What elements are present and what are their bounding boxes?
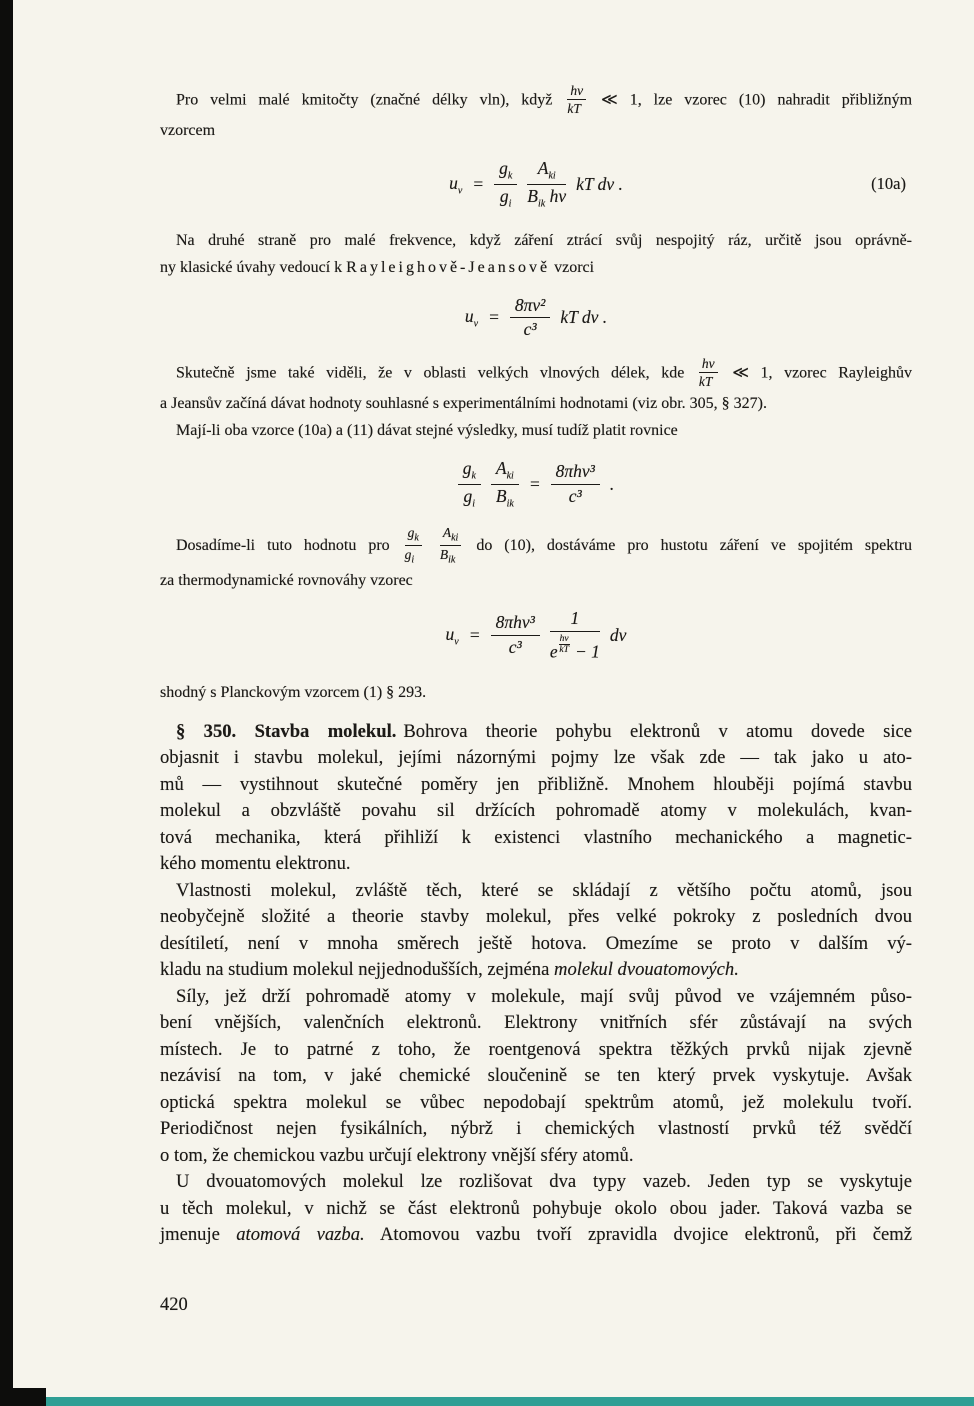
text-line-with-italic — [160, 957, 912, 984]
text-line: za thermodynamické rovnováhy vzorec — [160, 572, 413, 590]
fraction-aki-bik-hv — [527, 159, 566, 209]
section-heading-line — [160, 719, 912, 746]
text-line: Mají-li oba vzorce (10a) a (11) dávat stejné výsledky, musí tudíž platit rovnice — [176, 422, 678, 439]
fraction-gk-gi — [494, 159, 517, 209]
text-line: kého momentu elektronu. — [160, 853, 351, 875]
fraction-numerator: 8πν² — [510, 296, 551, 319]
fraction-denominator: $B_{ik}$ — [439, 547, 456, 566]
section-350 — [160, 719, 912, 1249]
paragraph-skutecne — [160, 357, 912, 390]
text-run: Dosadíme-li tuto hodnotu pro — [176, 537, 390, 555]
fraction-denominator: $B_{ik}$ — [495, 485, 514, 510]
fraction-numerator: 1 — [550, 609, 600, 632]
text-run: Atomovou vazbu tvoří zpravidla dvojice elektronů, při čemž — [379, 1224, 912, 1246]
text-run: vzorci — [554, 258, 595, 276]
text-run: Pro velmi malé kmitočty (značné délky vln), když — [176, 91, 553, 109]
formula-row — [446, 609, 627, 661]
formula-row — [458, 459, 615, 509]
exponent-fraction-hv-kt: $\frac{h\nu}{kT}$ — [559, 633, 569, 655]
formula-planck — [160, 609, 912, 661]
text-line — [160, 254, 912, 281]
text-line: optická spektra molekul se vůbec nepodobají spektrům atomů, jež molekulu tvoří. — [160, 1091, 912, 1113]
text-line: tová mechanika, která přihliží k existenci vlastního mechanického a magnetic- — [160, 826, 912, 848]
fraction-planck-denominator — [550, 609, 600, 661]
page-content — [160, 84, 912, 1316]
paragraph-small-frequencies — [160, 84, 912, 117]
text-run: kladu na studium molekul nejjednodušších, zejména — [160, 959, 550, 981]
fraction-denominator: $g_i$ — [463, 485, 476, 510]
fraction-aki-bik — [491, 459, 519, 509]
text-line-with-italic — [160, 1222, 912, 1249]
text-line: desítiletí, není v mnoha směrech ještě hotova. Omezíme se proto v dalším vý- — [160, 932, 912, 954]
text-run: ≪ 1, lze vzorec (10) nahradit přibližným — [601, 91, 913, 109]
inline-fraction-hv-kt — [567, 83, 586, 116]
fraction-numerator: hν — [567, 83, 586, 100]
fraction-gk-gi — [458, 459, 481, 509]
inline-fraction-hv-kt — [699, 356, 718, 389]
text-line: a Jeansův začíná dávat hodnoty souhlasné s experimentálními hodnotami (viz obr. 305, § 327). — [160, 395, 767, 412]
fraction-denominator: c³ — [523, 319, 537, 340]
fraction-numerator: $g_k$ — [405, 525, 422, 546]
equals-sign: = — [472, 173, 485, 194]
fraction-denominator: $g_i$ — [499, 185, 512, 210]
text-line: Periodičnost nejen fysikálních, nýbrž i chemických vlastností prvků též svědčí — [160, 1118, 912, 1140]
text-line: Na druhé straně pro malé frekvence, když záření ztrácí svůj nespojitý ráz, určitě jsou oprávně- — [176, 231, 912, 249]
fraction-8pinu2-c3 — [510, 296, 551, 340]
text-line: U dvouatomových molekul lze rozlišovat dva typy vazeb. Jeden typ se vyskytuje — [176, 1171, 912, 1193]
fraction-denominator: kT — [698, 373, 713, 389]
fraction-denominator: kT — [567, 101, 581, 117]
text-line: vzorcem — [160, 122, 216, 140]
text-line: u těch molekul, v nichž se část elektronů pohybuje okolo obou jader. Taková vazba se — [160, 1197, 912, 1219]
math-u-nu: $u_\nu$ — [445, 623, 459, 648]
scan-edge-corner — [0, 1388, 46, 1406]
text-line: nezávisí na tom, v jaké chemické sloučenině se ten který prvek vyskytuje. Avšak — [160, 1065, 912, 1087]
equals-sign: = — [488, 307, 500, 328]
text-line: Síly, jež drží pohromadě atomy v molekule, mají svůj původ ve vzájemném půso- — [176, 985, 912, 1007]
equals-sign: = — [468, 624, 481, 645]
text-line: objasnit i stavbu molekul, jejími názornými pojmy lze však zde — tak jako u ato- — [160, 747, 912, 769]
formula-rayleigh-jeans — [160, 296, 912, 340]
math-u-nu: $u_\nu$ — [464, 305, 479, 330]
text-run: jmenuje — [160, 1224, 220, 1246]
paragraph-dosadime — [160, 526, 912, 567]
fraction-8pihnu3-c3 — [491, 613, 540, 657]
scan-edge-left — [0, 0, 13, 1406]
fraction-denominator: $B_{ik}$ hν — [527, 185, 567, 210]
inline-fraction-gk-gi — [405, 525, 422, 566]
formula-10a — [160, 159, 912, 209]
text-line: shodný s Planckovým vzorcem (1) § 293. — [160, 683, 427, 701]
fraction-denominator: $g_i$ — [404, 547, 415, 566]
fraction-numerator: 8πhν³ — [491, 613, 540, 636]
formula-row — [449, 159, 623, 209]
text-line: molekul a obzvláště povahu sil držících pohromadě atomy v molekulách, kvan- — [160, 800, 912, 822]
fraction-numerator: $g_k$ — [458, 459, 481, 485]
fraction-numerator: hν — [699, 356, 718, 373]
fraction-denominator: c³ — [508, 636, 522, 657]
section-heading: § 350. Stavba molekul. — [176, 720, 397, 742]
fraction-numerator: $g_k$ — [494, 159, 517, 185]
fraction-numerator: $A_{ki}$ — [527, 159, 566, 185]
text-line: o tom, že chemickou vazbu určují elektrony vnější sféry atomů. — [160, 1144, 634, 1166]
text-line: mů — vystihnout skutečné poměry jen přibližně. Mnohem hlouběji pojímá stavbu — [160, 773, 912, 795]
text-line: místech. Je to patrné z toho, že roentgenová spektra těžkých prvků nijak zjevně — [160, 1038, 912, 1060]
math-u-nu: $u_\nu$ — [449, 172, 463, 197]
scan-edge-bottom — [0, 1397, 974, 1406]
text-run: ny klasické úvahy vedoucí k — [160, 258, 343, 276]
page-number: 420 — [160, 1294, 188, 1315]
equals-sign: = — [528, 473, 541, 494]
text-run: ≪ 1, vzorec Rayleighův — [732, 364, 913, 382]
math-tail: kT dν . — [576, 173, 623, 194]
fraction-numerator: $A_{ki}$ — [440, 525, 461, 546]
text-line: bení vnějších, valenčních elektronů. Elektrony vnitřních sfér zůstávají na svých — [160, 1012, 912, 1034]
fraction-numerator: $A_{ki}$ — [491, 459, 519, 485]
math-period: . — [609, 473, 615, 494]
text-run: Skutečně jsme také viděli, že v oblasti velkých vlnových délek, kde — [176, 364, 685, 382]
fraction-denominator: c³ — [568, 485, 582, 506]
fraction-numerator: 8πhν³ — [551, 462, 600, 485]
fraction-8pihnu3-c3 — [551, 462, 600, 506]
text-run: Bohrova theorie pohybu elektronů v atomu dovede sice — [403, 720, 912, 742]
text-run: do (10), dostáváme pro hustotu záření ve spojitém spektru — [476, 537, 913, 555]
equation-number: (10a) — [871, 174, 906, 194]
math-tail: kT dν . — [560, 307, 608, 328]
text-line: Vlastnosti molekul, zvláště těch, které se skládají z většího počtu atomů, jsou — [176, 879, 912, 901]
italic-term-molekul-dvouatomovych: molekul dvouatomových. — [554, 959, 739, 981]
spaced-names-rayleigh-jeans: Rayleighově-Jeansově — [346, 258, 551, 276]
fraction-denominator: e $\frac{h\nu}{kT}$ − 1 — [549, 633, 600, 661]
inline-fraction-aki-bik — [440, 525, 461, 566]
formula-coefficient-equality — [160, 459, 912, 509]
formula-row — [465, 296, 607, 340]
italic-term-atomova-vazba: atomová vazba. — [236, 1224, 365, 1246]
math-tail: dν — [609, 624, 627, 645]
text-line: neobyčejně složité a theorie stavby molekul, přes velké pokroky z posledních dvou — [160, 906, 912, 928]
